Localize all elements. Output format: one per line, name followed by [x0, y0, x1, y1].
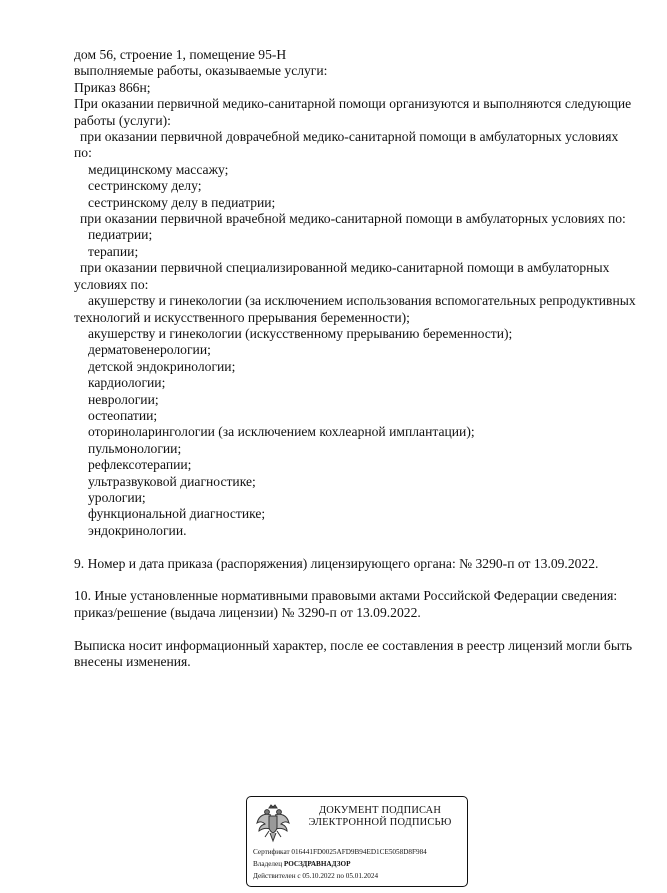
validity-line [253, 872, 463, 881]
owner-line [253, 860, 463, 869]
valid-to: 05.01.2024 [345, 872, 379, 880]
list-item: педиатрии; [88, 227, 153, 243]
document-body [74, 47, 644, 670]
item-9: 9. Номер и дата приказа (распоряжения) лицензирующего органа: № 3290-п от 13.09.2022. [74, 555, 599, 571]
e-signature-stamp [246, 796, 468, 887]
list-item: пульмонологии; [88, 440, 182, 456]
item-10-line-1: 10. Иные установленные нормативными правовыми актами Российской Федерации сведения: [74, 588, 618, 604]
list-item: неврологии; [88, 391, 159, 407]
double-headed-eagle-icon [255, 803, 291, 845]
paragraph-line: При оказании первичной медико-санитарной помощи организуются и выполняются следующие [74, 96, 632, 112]
list-item: акушерству и гинекологии (искусственному прерыванию беременности); [88, 325, 513, 341]
paragraph-line: работы (услуги): [74, 112, 171, 128]
order-reference: Приказ 866н; [74, 79, 151, 95]
list-item: сестринскому делу; [88, 178, 202, 194]
valid-to-label: по [336, 872, 344, 880]
owner-label: Владелец [253, 860, 283, 868]
list-item: оториноларингологии (за исключением кохлеарной имплантации); [88, 424, 475, 440]
section-heading: при оказании первичной доврачебной медико-санитарной помощи в амбулаторных условиях [80, 129, 619, 145]
certificate-value: 016441FD0025AFD9B94ED1CE5058D8F984 [291, 848, 427, 856]
list-item: терапии; [88, 243, 139, 259]
list-item: урологии; [88, 489, 146, 505]
list-item: остеопатии; [88, 407, 158, 423]
list-item-cont: технологий и искусственного прерывания беременности); [74, 309, 410, 325]
address-line: дом 56, строение 1, помещение 95-Н [74, 47, 287, 62]
list-item: эндокринологии. [88, 522, 187, 538]
section-heading-cont: условиях по: [74, 276, 149, 292]
list-item: акушерству и гинекологии (за исключением использования вспомогательных репродуктивных [88, 293, 636, 309]
list-item: кардиологии; [88, 375, 166, 391]
note-line-2: внесены изменения. [74, 653, 191, 669]
list-item: детской эндокринологии; [88, 358, 236, 374]
certificate-line [253, 848, 463, 857]
owner-value: РОСЗДРАВНАДЗОР [283, 860, 351, 868]
list-item: дерматовенерологии; [88, 342, 211, 358]
list-item: функциональной диагностике; [88, 506, 266, 522]
certificate-label: Сертификат [253, 848, 290, 856]
stamp-title-line-1: ДОКУМЕНТ ПОДПИСАН [318, 805, 442, 816]
list-item: рефлексотерапии; [88, 457, 192, 473]
valid-label: Действителен с [253, 872, 301, 880]
list-item: сестринскому делу в педиатрии; [88, 194, 276, 210]
stamp-title-line-2: ЭЛЕКТРОННОЙ ПОДПИСЬЮ [308, 817, 452, 828]
item-10-line-2: приказ/решение (выдача лицензии) № 3290-п от 13.09.2022. [74, 604, 421, 620]
list-item: ультразвуковой диагностике; [88, 473, 256, 489]
stamp-title [297, 805, 463, 829]
section-heading: при оказании первичной специализированной медико-санитарной помощи в амбулаторных [80, 260, 610, 276]
valid-from: 05.10.2022 [302, 872, 335, 880]
list-item: медицинскому массажу; [88, 161, 229, 177]
section-heading-cont: по: [74, 145, 92, 161]
services-heading: выполняемые работы, оказываемые услуги: [74, 63, 328, 79]
section-heading: при оказании первичной врачебной медико-санитарной помощи в амбулаторных условиях по: [80, 211, 626, 227]
note-line-1: Выписка носит информационный характер, после ее составления в реестр лицензий могли быть [74, 637, 633, 653]
